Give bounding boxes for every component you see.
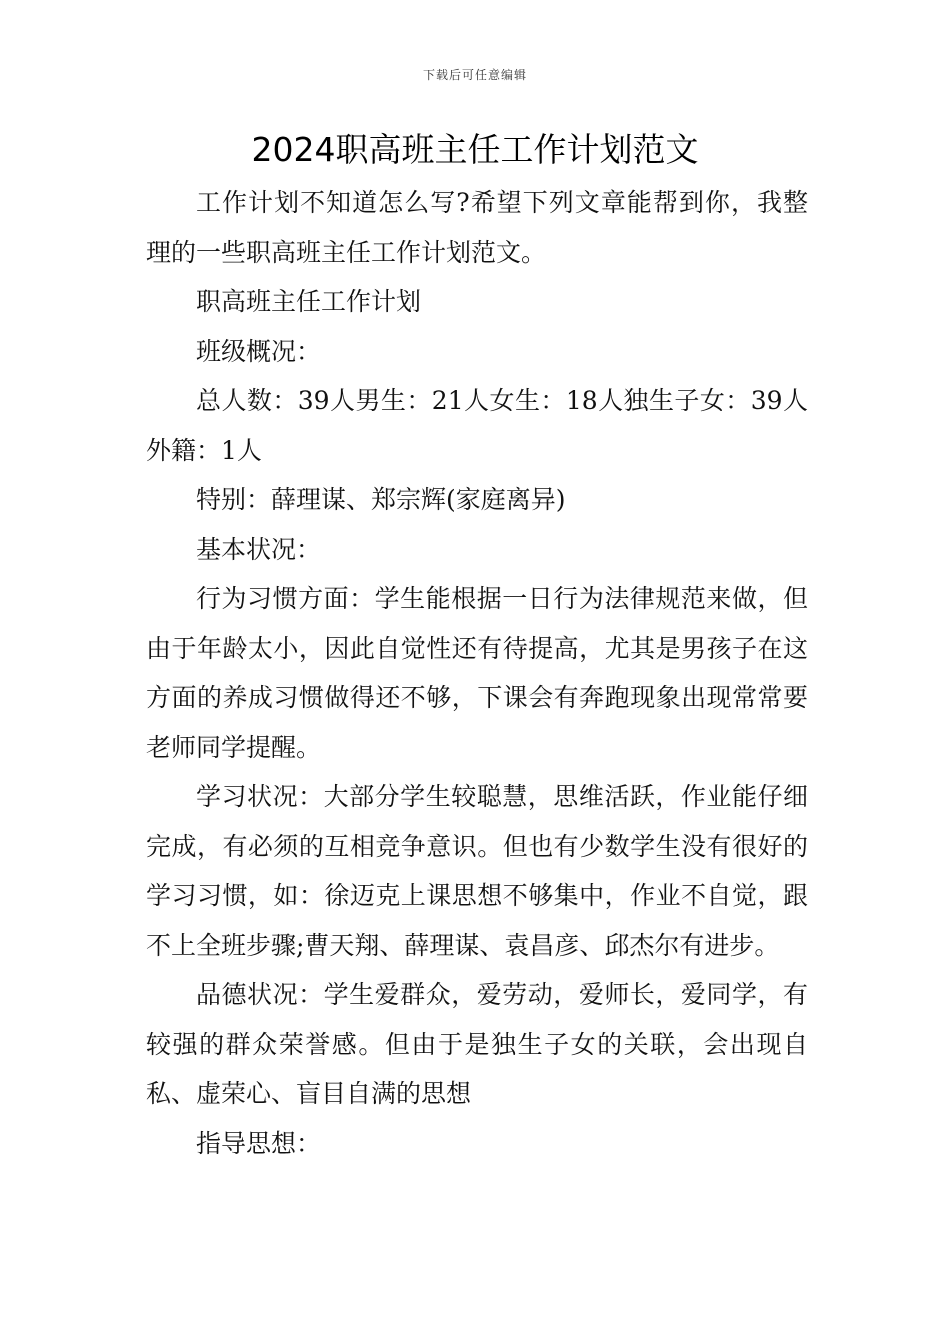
paragraph-guiding-ideas-heading: 指导思想：	[196, 1128, 322, 1158]
paragraph-behavior-habits: 行为习惯方面：学生能根据一日行为法律规范来做，但由于年龄太小，因此自觉性还有待提高，尤其是男孩子在这方面的养成习惯做得还不够，下课会有奔跑现象出现常常要老师同学提醒。	[146, 584, 808, 762]
paragraph-basic-status-heading: 基本状况：	[196, 534, 322, 564]
paragraph-special-students: 特别：薛理谋、郑宗辉(家庭离异)	[196, 485, 566, 514]
header-note: 下载后可任意编辑	[422, 68, 527, 82]
paragraph-intro: 工作计划不知道怎么写?希望下列文章能帮到你，我整理的一些职高班主任工作计划范文。	[146, 188, 808, 267]
document-body	[146, 178, 808, 1168]
document-title: 2024职高班主任工作计划范文	[251, 130, 699, 169]
paragraph-study-status: 学习状况：大部分学生较聪慧，思维活跃，作业能仔细完成，有必须的互相竞争意识。但也有少数学生没有很好的学习习惯，如：徐迈克上课思想不够集中，作业不自觉，跟不上全班步骤;曹天翔、薛理谋、袁昌彦、邱杰尔有进步。	[146, 782, 808, 960]
paragraph-section-title: 职高班主任工作计划	[196, 287, 422, 316]
paragraph-class-stats: 总人数：39人男生：21人女生：18人独生子女：39人外籍：1人	[146, 386, 808, 465]
paragraph-class-overview-heading: 班级概况：	[196, 336, 322, 366]
paragraph-moral-status: 品德状况：学生爱群众，爱劳动，爱师长，爱同学，有较强的群众荣誉感。但由于是独生子女的关联，会出现自私、虚荣心、盲目自满的思想	[146, 980, 808, 1108]
